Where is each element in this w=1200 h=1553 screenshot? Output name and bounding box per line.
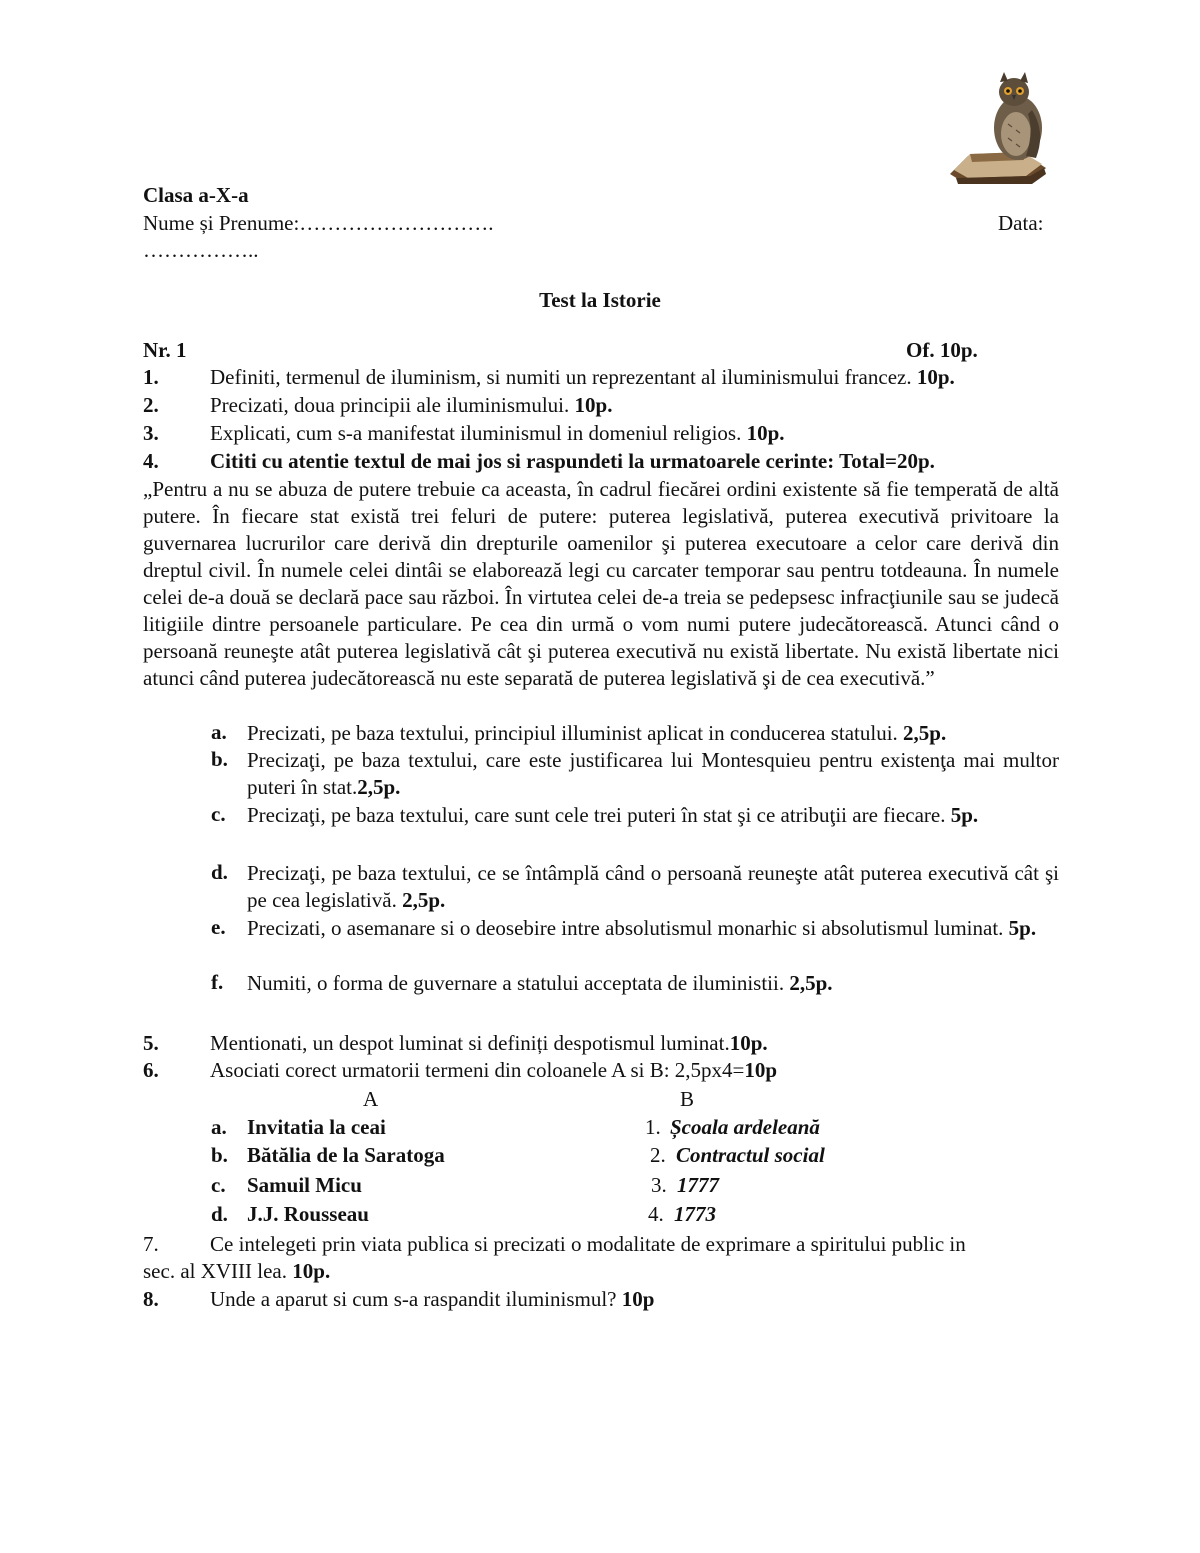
- question-number: 8.: [143, 1287, 159, 1311]
- question-text: Mentionati, un despot luminat si definiți despotismul luminat.: [210, 1031, 730, 1055]
- question-number: 5.: [143, 1031, 159, 1055]
- subquestion-letter: d.: [211, 860, 228, 884]
- question-points: 10p.: [574, 393, 613, 417]
- column-a-term: J.J. Rousseau: [247, 1202, 369, 1226]
- column-b-term: 1773: [674, 1202, 716, 1226]
- subquestion-text: Precizaţi, pe baza textului, ce se întâmplă când o persoană reuneşte atât puterea executivă cât şi pe cea legislativă.: [247, 861, 1059, 912]
- subquestion-text: Precizati, pe baza textului, principiul illuminist aplicat in conducerea statului.: [247, 721, 898, 745]
- owl-on-books-icon: [946, 70, 1058, 188]
- class-label: Clasa a-X-a: [143, 183, 249, 207]
- column-b-term: Școala ardeleană: [670, 1115, 820, 1139]
- question-number: 1.: [143, 365, 159, 389]
- page-title: Test la Istorie: [539, 288, 661, 312]
- subquestion-points: 5p.: [950, 803, 979, 827]
- question-points: 10p: [621, 1287, 655, 1311]
- subquestion-letter: b.: [211, 747, 228, 771]
- question-text-continued: sec. al XVIII lea.: [143, 1259, 288, 1283]
- column-a-term: Invitatia la ceai: [247, 1115, 386, 1139]
- question-text: Ce intelegeti prin viata publica si precizati o modalitate de exprimare a spiritului public in: [210, 1232, 966, 1256]
- variant-number: Nr. 1: [143, 338, 187, 362]
- question-number: 6.: [143, 1058, 159, 1082]
- column-b-number: 2.: [650, 1143, 666, 1167]
- date-field-label: Data:: [998, 211, 1044, 235]
- question-text: Unde a aparut si cum s-a raspandit iluminismul?: [210, 1287, 617, 1311]
- column-b-term: Contractul social: [676, 1143, 825, 1167]
- column-b-header: B: [680, 1087, 695, 1111]
- subquestion-letter: e.: [211, 915, 226, 939]
- column-b-term: 1777: [677, 1173, 719, 1197]
- row-letter: b.: [211, 1143, 228, 1167]
- column-b-number: 3.: [651, 1173, 667, 1197]
- column-b-number: 4.: [648, 1202, 664, 1226]
- subquestion-text: Precizati, o asemanare si o deosebire intre absolutismul monarhic si absolutismul luminat.: [247, 916, 1004, 940]
- name-field-label: Nume și Prenume:……………………….: [143, 211, 494, 235]
- question-number: 4.: [143, 449, 159, 473]
- question-text: Definiti, termenul de iluminism, si numiti un reprezentant al iluminismului francez.: [210, 365, 912, 389]
- subquestion-points: 2,5p.: [789, 971, 833, 995]
- subquestion-text: Precizaţi, pe baza textului, care este justificarea lui Montesquieu pentru existenţa mai multor puteri în stat.: [247, 748, 1059, 799]
- subquestion-points: 2,5p.: [903, 721, 947, 745]
- subquestion-points: 2,5p.: [402, 888, 446, 912]
- date-field-dots: ……………..: [143, 238, 259, 262]
- source-passage: „Pentru a nu se abuza de putere trebuie ca aceasta, în cadrul fiecărei ordini existente să fie temperată de altă putere. În fiecare stat există trei feluri de putere: puterea legislativă, puterea executivă privitoare la guvernarea lucrurilor care derivă din drepturile oamenilor şi puterea executoare a celor care derivă din dreptul civil. În numele celei dintâi se elaborează legi cu carcater temporar sau pentru totdeauna. În numele celei de-a două se declară pace sau război. În virtutea celei de-a treia se pedepsesc infracţiunile sau se judecă litigiile dintre persoanele particulare. Pe cea din urmă o vom numi putere judecătorească. Atunci când o persoană reuneşte atât puterea legislativă cât şi puterea executivă nu există libertate. Nu există libertate nici atunci când puterea judecătorească nu este separată de puterea legislativă şi de cea executivă.”: [143, 477, 1059, 690]
- variant-points: Of. 10p.: [906, 338, 978, 362]
- question-points: 10p.: [729, 1031, 768, 1055]
- column-b-number: 1.: [645, 1115, 661, 1139]
- question-text: Precizati, doua principii ale iluminismului.: [210, 393, 570, 417]
- question-points: 10p: [744, 1058, 778, 1082]
- row-letter: c.: [211, 1173, 226, 1197]
- question-points: 10p.: [746, 421, 785, 445]
- question-points: 10p.: [916, 365, 955, 389]
- question-number: 7.: [143, 1232, 159, 1256]
- subquestion-points: 2,5p.: [357, 775, 401, 799]
- column-a-term: Samuil Micu: [247, 1173, 362, 1197]
- subquestion-text: Numiti, o forma de guvernare a statului acceptata de iluministii.: [247, 971, 785, 995]
- column-a-header: A: [363, 1087, 379, 1111]
- question-number: 2.: [143, 393, 159, 417]
- question-number: 3.: [143, 421, 159, 445]
- subquestion-text: Precizaţi, pe baza textului, care sunt cele trei puteri în stat şi ce atribuţii are fiecare.: [247, 803, 946, 827]
- subquestion-points: 5p.: [1008, 916, 1037, 940]
- subquestion-letter: a.: [211, 720, 227, 744]
- column-a-term: Bătălia de la Saratoga: [247, 1143, 445, 1167]
- row-letter: a.: [211, 1115, 227, 1139]
- question-text: Cititi cu atentie textul de mai jos si raspundeti la urmatoarele cerinte: Total=20p.: [210, 449, 935, 473]
- question-text: Explicati, cum s-a manifestat iluminismul in domeniul religios.: [210, 421, 742, 445]
- subquestion-letter: c.: [211, 802, 226, 826]
- subquestion-letter: f.: [211, 970, 224, 994]
- row-letter: d.: [211, 1202, 228, 1226]
- question-points: 10p.: [292, 1259, 331, 1283]
- question-text: Asociati corect urmatorii termeni din coloanele A si B: 2,5px4=: [210, 1058, 745, 1082]
